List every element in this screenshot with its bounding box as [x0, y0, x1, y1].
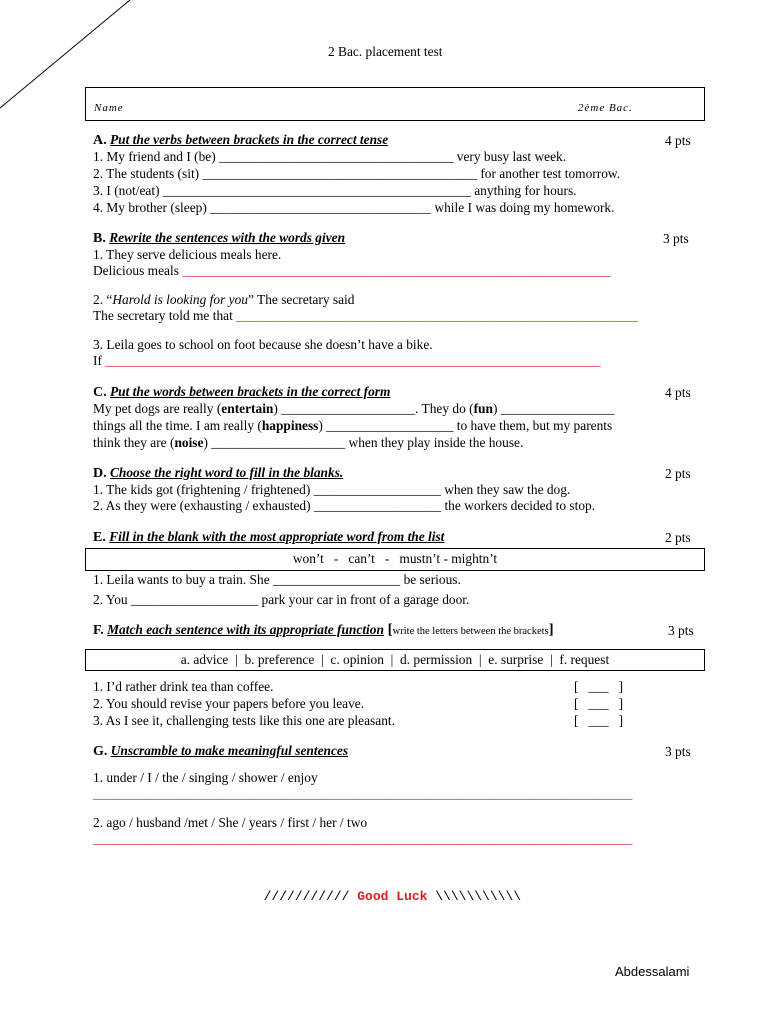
section-g-answer-line-1[interactable]: ___________________________________________________________________________________	[93, 786, 633, 801]
item-text: )	[203, 435, 212, 450]
section-f-letter: F.	[93, 623, 104, 638]
section-f-points: 3 pts	[668, 623, 694, 638]
section-e-title: Fill in the blank with the most appropriate word from the list	[109, 529, 445, 544]
prompt-text: If	[93, 353, 106, 368]
section-b-item-1: 1. They serve delicious meals here.	[93, 247, 282, 262]
section-f-item-1: 1. I’d rather drink tea than coffee.	[93, 679, 274, 694]
name-label: Name	[94, 102, 124, 114]
item-text: for another test tomorrow.	[477, 166, 621, 181]
section-d-heading	[93, 465, 343, 482]
section-g-answer-line-2[interactable]: ___________________________________________________________________________________	[93, 831, 633, 846]
section-a-item-1	[93, 149, 566, 165]
section-f-note: write the letters between the brackets	[392, 626, 549, 637]
section-a-points: 4 pts	[665, 133, 691, 148]
section-b-item-3: 3. Leila goes to school on foot because she doesn’t have a bike.	[93, 337, 433, 352]
item-text: 2. The students (sit)	[93, 166, 203, 181]
section-c-letter: C.	[93, 385, 107, 400]
author-name: Abdessalami	[615, 964, 690, 979]
good-luck-text: Good Luck	[357, 889, 428, 904]
section-c-heading	[93, 384, 390, 401]
answer-blank[interactable]: ____________________	[211, 435, 346, 450]
section-e-heading	[93, 529, 444, 546]
section-b-item-3-answer	[93, 353, 601, 369]
section-a-heading	[93, 132, 388, 149]
left-slashes: ///////////	[263, 889, 358, 904]
item-text: 3. I (not/eat)	[93, 183, 163, 198]
section-d-item-2	[93, 498, 595, 514]
section-b-title: Rewrite the sentences with the words given	[109, 230, 346, 245]
section-a-item-4	[93, 200, 614, 216]
item-text: )	[273, 401, 282, 416]
item-text: ” The secretary said	[247, 292, 355, 307]
section-d-title: Choose the right word to fill in the blanks.	[109, 465, 344, 480]
item-text: the workers decided to stop.	[441, 498, 596, 513]
item-text: think they are (	[93, 435, 175, 450]
answer-blank[interactable]: ________________________________________________________________	[182, 263, 611, 278]
section-b-item-2	[93, 292, 354, 308]
section-a-letter: A.	[93, 133, 107, 148]
answer-blank[interactable]: _________________	[500, 401, 615, 416]
section-e-letter: E.	[93, 530, 106, 545]
prompt-text: The secretary told me that	[93, 308, 237, 323]
item-text: things all the time. I am really (	[93, 418, 262, 433]
item-text: park your car in front of a garage door.	[258, 592, 470, 607]
word-given: happiness	[261, 418, 319, 433]
item-text: 1. The kids got (frightening / frightened)	[93, 482, 314, 497]
item-text: 2. You	[93, 592, 131, 607]
word-given: entertain	[221, 401, 274, 416]
functions-list: a. advice | b. preference | c. opinion | d. permission | e. surprise | f. request	[180, 652, 610, 667]
bracket-open: [	[383, 622, 393, 638]
answer-blank[interactable]: ____________________________________________________________	[236, 308, 638, 323]
section-f-answer-3[interactable]: [ ___ ]	[574, 713, 624, 728]
section-f-title: Match each sentence with its appropriate function	[107, 622, 384, 637]
section-d-item-1	[93, 482, 570, 498]
section-f-heading	[93, 622, 554, 639]
item-text: very busy last week.	[453, 149, 567, 164]
item-text: 2. As they were (exhausting / exhausted)	[93, 498, 314, 513]
answer-blank[interactable]: ____________________	[281, 401, 416, 416]
section-d-letter: D.	[93, 466, 107, 481]
item-text: 4. My brother (sleep)	[93, 200, 211, 215]
section-g-item-2: 2. ago / husband /met / She / years / first / her / two	[93, 815, 368, 830]
section-c-line-3	[93, 435, 523, 451]
answer-blank[interactable]: ___________________	[313, 498, 442, 513]
section-b-item-2-answer	[93, 308, 638, 324]
section-g-heading	[93, 743, 348, 760]
section-f-item-2: 2. You should revise your papers before you leave.	[93, 696, 365, 711]
answer-blank[interactable]: ______________________________________________	[162, 183, 471, 198]
section-f-item-3: 3. As I see it, challenging tests like this one are pleasant.	[93, 713, 395, 728]
item-text: )	[318, 418, 327, 433]
item-text: )	[492, 401, 501, 416]
answer-blank[interactable]: _________________________________________	[202, 166, 477, 181]
quoted-text: Harold is looking for you	[112, 292, 248, 307]
section-g-title: Unscramble to make meaningful sentences	[110, 743, 349, 758]
section-c-line-1	[93, 401, 615, 417]
word-given: fun	[473, 401, 493, 416]
item-text: . They do (	[415, 401, 474, 416]
word-list: won’t - can’t - mustn’t - mightn’t	[292, 551, 498, 566]
section-b-heading	[93, 230, 345, 247]
item-text: 2. “	[93, 292, 113, 307]
answer-blank[interactable]: ___________________________________	[219, 149, 454, 164]
answer-blank[interactable]: ___________________	[313, 482, 441, 497]
functions-box	[85, 649, 705, 671]
section-a-item-2	[93, 166, 620, 182]
item-text: while I was doing my homework.	[431, 200, 615, 215]
section-e-item-1	[93, 572, 461, 588]
section-c-title: Put the words between brackets in the correct form	[109, 384, 391, 399]
section-f-answer-1[interactable]: [ ___ ]	[574, 679, 624, 694]
item-text: to have them, but my parents	[453, 418, 613, 433]
item-text: when they play inside the house.	[345, 435, 524, 450]
section-a-title: Put the verbs between brackets in the correct tense	[109, 132, 389, 147]
item-text: when they saw the dog.	[440, 482, 571, 497]
section-g-points: 3 pts	[665, 744, 691, 759]
word-list-box	[85, 548, 705, 571]
section-b-points: 3 pts	[663, 231, 689, 246]
right-slashes: \\\\\\\\\\\	[427, 889, 522, 904]
prompt-text: Delicious meals	[93, 263, 183, 278]
section-c-line-2	[93, 418, 612, 434]
section-b-item-1-answer	[93, 263, 611, 279]
name-box	[85, 87, 705, 121]
answer-blank[interactable]: ___________________	[130, 592, 259, 607]
item-text: 1. My friend and I (be)	[93, 149, 220, 164]
answer-blank[interactable]: ___________________	[273, 572, 401, 587]
section-e-item-2	[93, 592, 469, 608]
item-text: anything for hours.	[470, 183, 577, 198]
item-text: My pet dogs are really (	[93, 401, 222, 416]
answer-blank[interactable]: __________________________________________________________________________	[105, 353, 601, 368]
class-label: 2ème Bac.	[578, 102, 633, 114]
section-e-points: 2 pts	[665, 530, 691, 545]
good-luck-banner	[248, 874, 521, 904]
answer-blank[interactable]: _________________________________	[210, 200, 432, 215]
section-d-points: 2 pts	[665, 466, 691, 481]
section-g-letter: G.	[93, 744, 108, 759]
section-g-item-1: 1. under / I / the / singing / shower / enjoy	[93, 770, 318, 785]
item-text: be serious.	[400, 572, 461, 587]
answer-blank[interactable]: ___________________	[326, 418, 454, 433]
section-c-points: 4 pts	[665, 385, 691, 400]
section-f-answer-2[interactable]: [ ___ ]	[574, 696, 624, 711]
page-title: 2 Bac. placement test	[328, 44, 443, 59]
section-a-item-3	[93, 183, 577, 199]
word-given: noise	[174, 435, 204, 450]
section-b-letter: B.	[93, 231, 106, 246]
item-text: 1. Leila wants to buy a train. She	[93, 572, 273, 587]
bracket-close: ]	[548, 622, 554, 638]
